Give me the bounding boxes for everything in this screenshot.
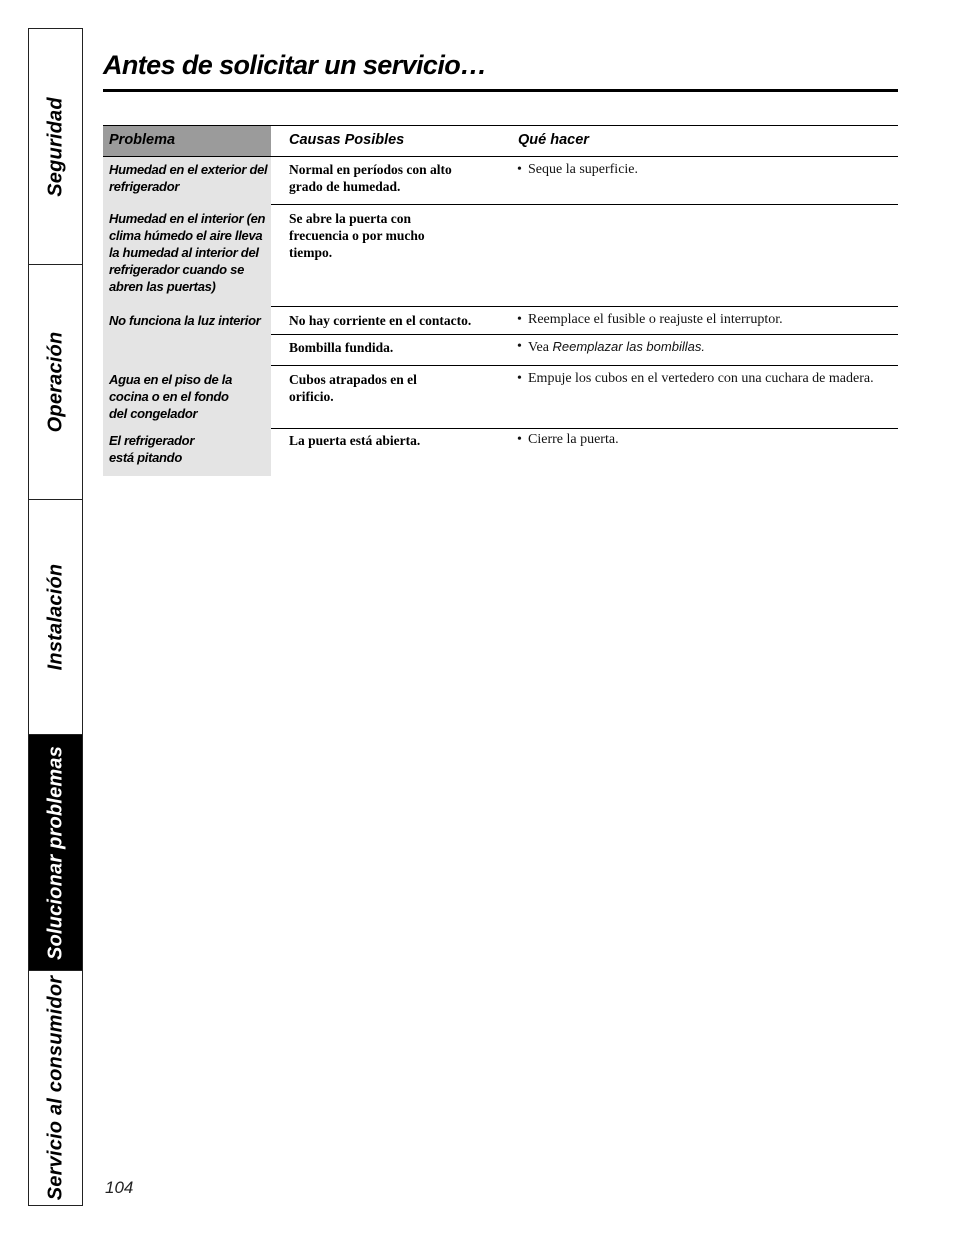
cause-action-row <box>271 157 898 204</box>
action-body: Empuje los cubos en el vertedero con una cuchara de madera. <box>528 371 874 386</box>
title-divider <box>103 89 898 92</box>
cause-text: Cubos atrapados en el orificio. <box>289 372 417 404</box>
page-number: 104 <box>105 1178 134 1197</box>
column-header-problema: Problema <box>109 132 176 148</box>
cause-action-row <box>271 335 898 365</box>
problem-cell <box>103 429 271 476</box>
tab-label: Operación <box>44 331 66 433</box>
problem-text: No funciona la luz interior <box>109 313 261 328</box>
bullet: • <box>517 371 522 386</box>
column-header-causas: Causas Posibles <box>289 132 405 148</box>
tab-instalacion[interactable] <box>29 500 82 735</box>
action-body: Seque la superficie. <box>528 162 639 177</box>
bullet: • <box>517 432 522 447</box>
problem-text: Humedad en el exterior del refrigerador <box>109 162 268 194</box>
problem-cell <box>103 366 271 429</box>
tab-label: Seguridad <box>44 96 66 197</box>
problem-cell <box>103 205 271 307</box>
bullet: • <box>517 339 522 354</box>
tab-operacion[interactable] <box>29 265 82 500</box>
cause-action-row <box>271 205 898 306</box>
tab-label: Solucionar problemas <box>44 745 66 960</box>
tab-servicio-al-consumidor[interactable] <box>29 971 82 1205</box>
cause-text: Normal en períodos con alto grado de humedad. <box>289 162 452 194</box>
problem-text: Humedad en el interior (en clima húmedo el aire lleva la humedad al interior del refrigerador cuando se abren las puertas) <box>109 211 266 294</box>
action-text <box>517 311 897 329</box>
cause-text: Se abre la puerta con frecuencia o por mucho tiempo. <box>289 211 425 260</box>
action-text <box>517 431 897 449</box>
problem-cell <box>103 157 271 205</box>
section-tab-strip <box>28 28 83 1206</box>
action-text <box>517 161 897 179</box>
action-reference: Reemplazar las bombillas. <box>552 339 705 354</box>
action-text <box>517 338 897 357</box>
action-body: Vea <box>528 340 553 355</box>
bullet: • <box>517 162 522 177</box>
table-row <box>103 366 898 429</box>
table-row <box>103 205 898 307</box>
cause-text: La puerta está abierta. <box>289 433 421 448</box>
problem-text: Agua en el piso de la cocina o en el fondo del congelador <box>109 372 233 421</box>
problem-text: El refrigerador está pitando <box>109 433 195 465</box>
action-body: Cierre la puerta. <box>528 432 619 447</box>
tab-label: Servicio al consumidor <box>44 975 66 1201</box>
table-header-row <box>103 125 898 157</box>
action-body: Reemplace el fusible o reajuste el interruptor. <box>528 312 783 327</box>
tab-label: Instalación <box>44 563 66 671</box>
tab-seguridad[interactable] <box>29 29 82 265</box>
page-title: Antes de solicitar un servicio… <box>103 50 487 80</box>
table-row <box>103 429 898 476</box>
problem-cell <box>103 307 271 366</box>
cause-action-row <box>271 307 898 335</box>
table-row <box>103 307 898 366</box>
cause-action-row <box>271 366 898 428</box>
tab-solucionar-problemas[interactable] <box>29 735 82 971</box>
cause-text: No hay corriente en el contacto. <box>289 313 472 328</box>
cause-action-row <box>271 429 898 476</box>
cause-text: Bombilla fundida. <box>289 340 394 355</box>
troubleshooting-table <box>103 125 898 476</box>
column-header-que-hacer: Qué hacer <box>518 132 589 148</box>
table-row <box>103 157 898 205</box>
bullet: • <box>517 312 522 327</box>
action-text <box>517 370 877 388</box>
